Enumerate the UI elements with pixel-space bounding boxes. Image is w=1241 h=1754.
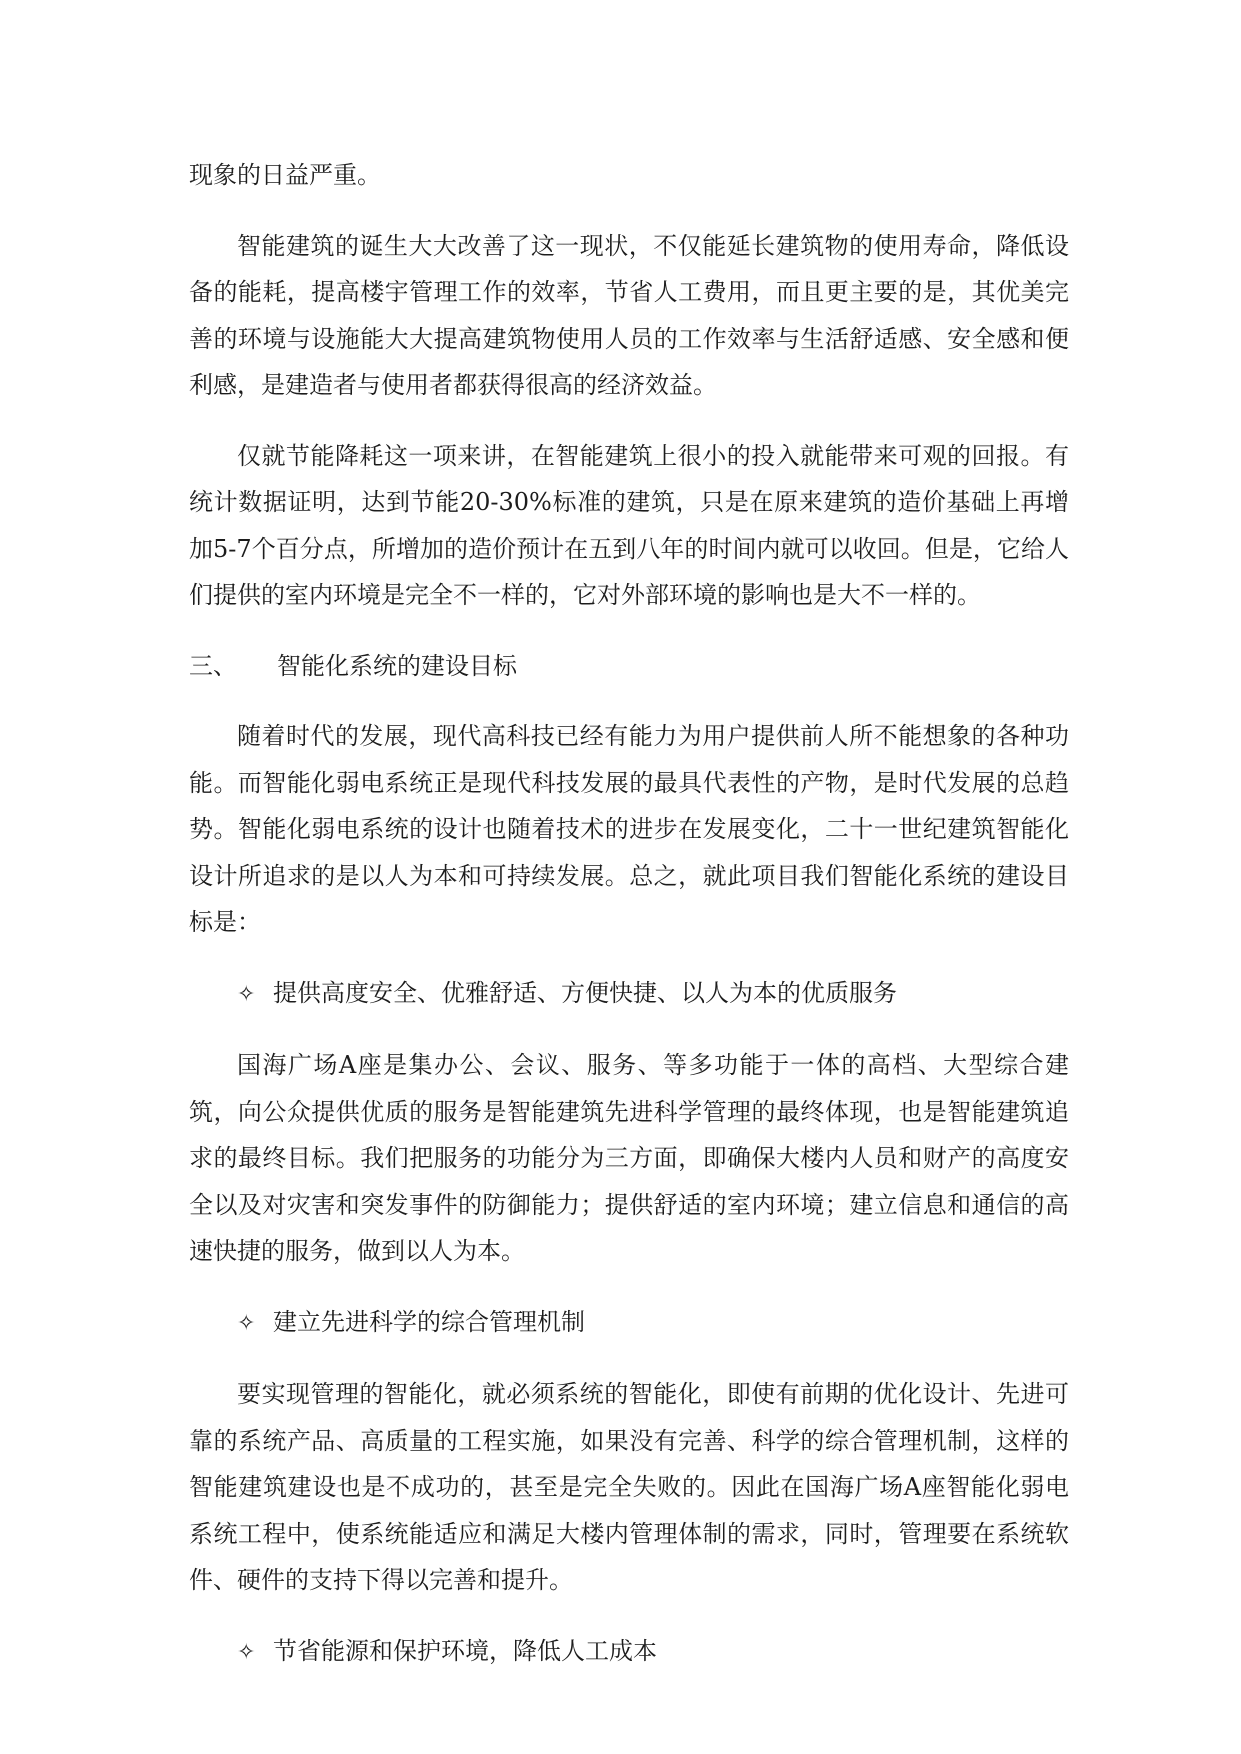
paragraph-service-description: 国海广场A座是集办公、会议、服务、等多功能于一体的高档、大型综合建筑，向公众提供优质的服务是智能建筑先进科学管理的最终体现，也是智能建筑追求的最终目标。我们把服务的功能分为三方面，即确保大楼内人员和财产的高度安全以及对灾害和突发事件的防御能力；提供舒适的室内环境；建立信息和通信的高速快捷的服务，做到以人为本。 xyxy=(189,1051,1069,1265)
bullet-text: 节省能源和保护环境，降低人工成本 xyxy=(273,1636,657,1665)
bullet-star-icon: ✧ xyxy=(237,981,256,1007)
paragraph-continuation: 现象的日益严重。 xyxy=(189,161,381,189)
bullet-star-icon: ✧ xyxy=(237,1310,256,1336)
section-number: 三、 xyxy=(189,651,237,680)
paragraph-intelligent-building-benefits: 智能建筑的诞生大大改善了这一现状，不仅能延长建筑物的使用寿命，降低设备的能耗，提高楼宇管理工作的效率，节省人工费用，而且更主要的是，其优美完善的环境与设施能大大提高建筑物使用人员的工作效率与生活舒适感、安全感和便利感，是建造者与使用者都获得很高的经济效益。 xyxy=(189,231,1069,399)
bullet-text: 建立先进科学的综合管理机制 xyxy=(273,1307,585,1336)
bullet-item-management xyxy=(189,1299,1069,1348)
paragraph-management-description: 要实现管理的智能化，就必须系统的智能化，即使有前期的优化设计、先进可靠的系统产品、高质量的工程实施，如果没有完善、科学的综合管理机制，这样的智能建筑建设也是不成功的，甚至是完全失败的。因此在国海广场A座智能化弱电系统工程中，使系统能适应和满足大楼内管理体制的需求，同时，管理要在系统软件、硬件的支持下得以完善和提升。 xyxy=(189,1380,1069,1594)
paragraph-energy-saving: 仅就节能降耗这一项来讲，在智能建筑上很小的投入就能带来可观的回报。有统计数据证明，达到节能20-30%标准的建筑，只是在原来建筑的造价基础上再增加5-7个百分点，所增加的造价预计在五到八年的时间内就可以收回。但是，它给人们提供的室内环境是完全不一样的，它对外部环境的影响也是大不一样的。 xyxy=(189,441,1069,609)
document-body xyxy=(189,152,1069,1700)
bullet-item-service xyxy=(189,970,1069,1019)
section-title: 智能化系统的建设目标 xyxy=(277,651,517,680)
bullet-text: 提供高度安全、优雅舒适、方便快捷、以人为本的优质服务 xyxy=(273,978,897,1007)
bullet-item-energy xyxy=(189,1628,1069,1677)
paragraph-construction-goals: 随着时代的发展，现代高科技已经有能力为用户提供前人所不能想象的各种功能。而智能化弱电系统正是现代科技发展的最具代表性的产物，是时代发展的总趋势。智能化弱电系统的设计也随着技术的进步在发展变化，二十一世纪建筑智能化设计所追求的是以人为本和可持续发展。总之，就此项目我们智能化系统的建设目标是： xyxy=(189,722,1069,936)
bullet-star-icon: ✧ xyxy=(237,1639,256,1665)
section-heading xyxy=(189,643,1069,690)
